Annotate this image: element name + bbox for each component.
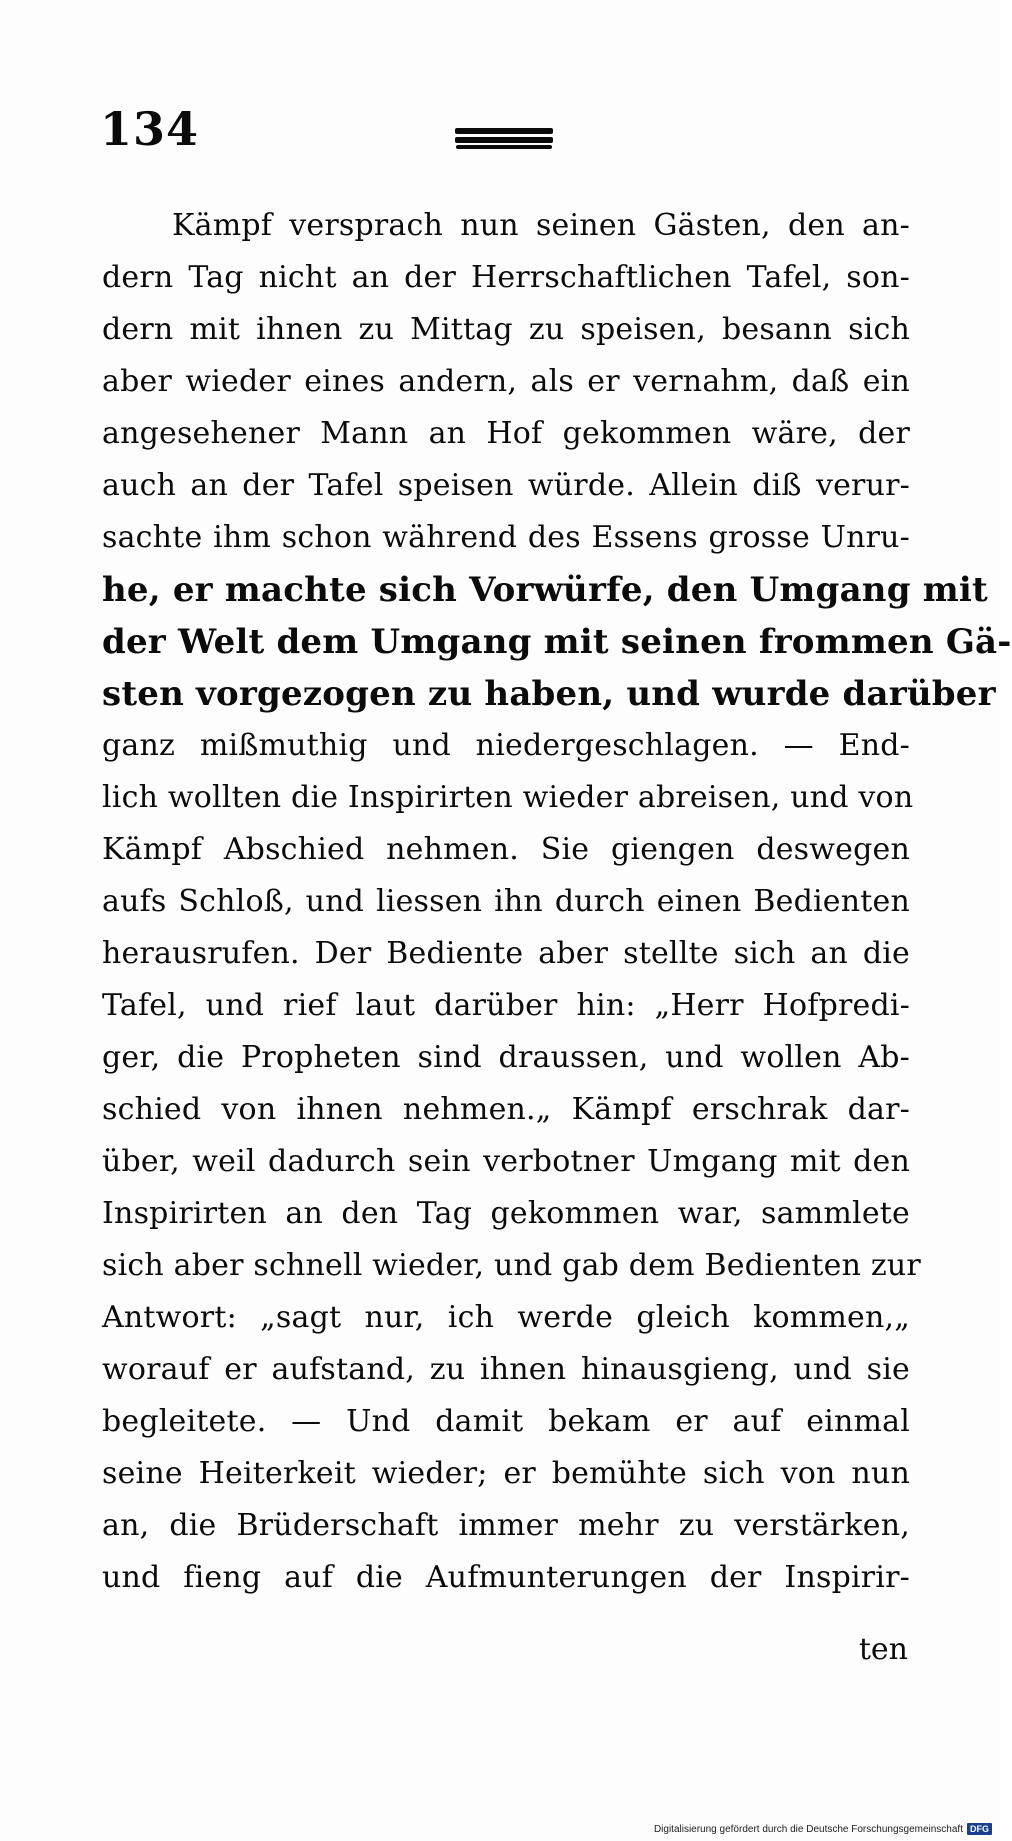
text-line: dern Tag nicht an der Herrschaftlichen Tafel, son- — [102, 260, 910, 295]
digitization-credit — [654, 1823, 992, 1835]
text-line: sich aber schnell wieder, und gab dem Bedienten zur — [102, 1248, 921, 1283]
ornament-bar — [455, 137, 553, 143]
text-line: auch an der Tafel speisen würde. Allein diß verur- — [102, 468, 910, 503]
text-line: Antwort: „sagt nur, ich werde gleich kommen,„ — [102, 1300, 910, 1335]
dfg-logo: DFG — [967, 1823, 992, 1835]
text-line: ganz mißmuthig und niedergeschlagen. — End- — [102, 728, 910, 763]
catchword: ten — [858, 1632, 908, 1667]
credit-text: Digitalisierung gefördert durch die Deutsche Forschungsgemeinschaft — [653, 1823, 963, 1835]
text-line: Kämpf Abschied nehmen. Sie giengen deswegen — [102, 832, 910, 867]
text-line: angesehener Mann an Hof gekommen wäre, der — [102, 416, 910, 451]
text-line: über, weil dadurch sein verbotner Umgang mit den — [102, 1144, 910, 1179]
body-text — [102, 200, 1012, 1604]
text-line: herausrufen. Der Bediente aber stellte sich an die — [102, 936, 910, 971]
text-line: worauf er aufstand, zu ihnen hinausgieng, und sie — [102, 1352, 910, 1387]
text-line: der Welt dem Umgang mit seinen frommen Gä- — [102, 622, 1012, 662]
text-line: Inspirirten an den Tag gekommen war, sammlete — [102, 1196, 910, 1231]
header-ornament-rule — [455, 128, 553, 150]
text-line: sten vorgezogen zu haben, und wurde darüber — [102, 674, 996, 714]
text-line: an, die Brüderschaft immer mehr zu verstärken, — [102, 1508, 910, 1543]
page-number: 134 — [100, 102, 200, 156]
ornament-bar — [456, 145, 552, 149]
text-line: und fieng auf die Aufmunterungen der Inspirir- — [102, 1560, 910, 1595]
text-line: he, er machte sich Vorwürfe, den Umgang mit — [102, 570, 988, 610]
text-line: begleitete. — Und damit bekam er auf einmal — [102, 1404, 910, 1439]
text-line: aber wieder eines andern, als er vernahm, daß ein — [102, 364, 910, 399]
text-line: schied von ihnen nehmen.„ Kämpf erschrak dar- — [102, 1092, 910, 1127]
text-line: seine Heiterkeit wieder; er bemühte sich von nun — [102, 1456, 910, 1491]
text-line: sachte ihm schon während des Essens grosse Unru- — [102, 520, 910, 555]
text-line: Tafel, und rief laut darüber hin: „Herr Hofpredi- — [102, 988, 910, 1023]
text-line: Kämpf versprach nun seinen Gästen, den an- — [172, 208, 910, 243]
ornament-bar — [455, 128, 553, 134]
text-line: dern mit ihnen zu Mittag zu speisen, besann sich — [102, 312, 910, 347]
text-line: aufs Schloß, und liessen ihn durch einen Bedienten — [102, 884, 910, 919]
text-line: ger, die Propheten sind draussen, und wollen Ab- — [102, 1040, 910, 1075]
text-line: lich wollten die Inspirirten wieder abreisen, und von — [102, 780, 914, 815]
